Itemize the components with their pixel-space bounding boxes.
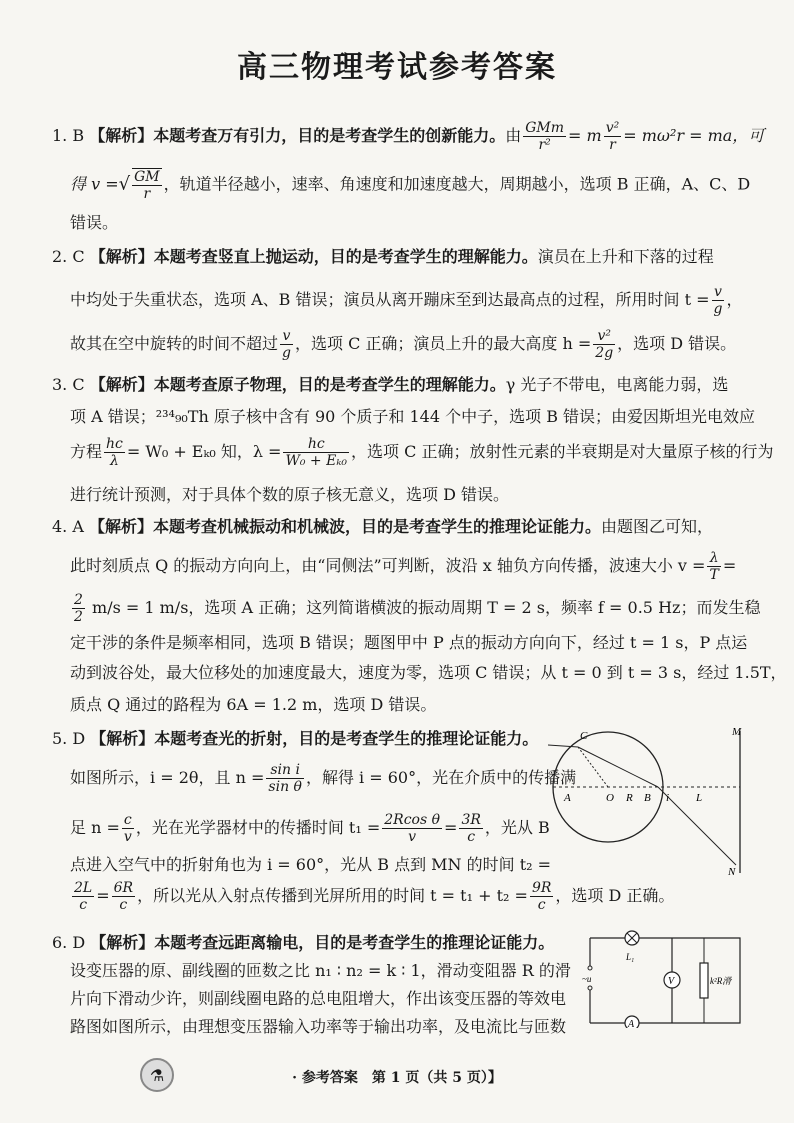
q2-l1b: 演员在上升和下落的过程 (537, 247, 714, 266)
q4-heading: 【解析】本题考查机械振动和机械波，目的是考查学生的推理论证能力。 (89, 517, 602, 536)
q1-sqrt-frac: $\frac{GM}{r}$ (134, 169, 160, 202)
q5-label-i: i (666, 792, 670, 804)
q3-frac2: $\frac{hc}{\text{W₀ + Eₖ₀}}$ (285, 436, 348, 469)
q4-frac2: $\frac{2}{2}$ (74, 592, 83, 625)
q3-l3c: ，选项 C 正确；放射性元素的半衰期是对大量原子核的行为 (351, 442, 774, 461)
q2-l3b: ，选项 C 正确；演员上升的最大高度 h = (294, 334, 592, 353)
q6-line4: 路图如图所示，由理想变压器输入功率等于输出功率，及电流比与匝数 (70, 1017, 567, 1036)
q1-text: 由 (505, 126, 522, 145)
q6-heading: 【解析】本题考查远距离输电，目的是考查学生的推理论证能力。 (90, 933, 555, 952)
q2-l2end: ， (726, 290, 743, 309)
q2-l3c: ，选项 D 错误。 (617, 334, 737, 353)
q5-l5c: ，选项 D 正确。 (555, 886, 675, 905)
publisher-logo-icon: ⚗ (140, 1058, 174, 1092)
q4-line6: 质点 Q 通过的路程为 6A = 1.2 m，选项 D 错误。 (70, 695, 437, 714)
q6-line2: 设变压器的原、副线圈的匝数之比 n₁ ∶ n₂ = k ∶ 1，滑动变阻器 R 的滑 (70, 961, 571, 980)
q1-l2b: ，轨道半径越小，速率、角速度和加速度越大，周期越小，选项 B 正确，A、C、D (163, 174, 751, 194)
q5-optics-diagram (548, 725, 754, 875)
q5-line2 (70, 762, 576, 795)
q5-frac2: $\frac{c}{v}$ (123, 812, 132, 845)
q5-line5 (70, 880, 674, 913)
q1-heading: 【解析】本题考查万有引力，目的是考查学生的创新能力。 (89, 126, 506, 145)
q4-line1 (52, 514, 713, 537)
q4-l2end: = (722, 556, 737, 575)
q5-l2a: 如图所示，i = 2θ，且 n = (70, 768, 265, 787)
q6-lamp-label: L₁ (626, 952, 635, 962)
q5-label-a: A (564, 792, 571, 804)
q5-label-c: C (580, 730, 588, 742)
q6-voltmeter-label: V (668, 976, 675, 987)
q5-frac4: $\frac{3R}{c}$ (461, 812, 481, 845)
q4-line4: 定干涉的条件是频率相同，选项 B 错误；题图甲中 P 点的振动方向向下，经过 t = 1 s，P 点运 (70, 633, 748, 652)
q6-resistor-label: k²R滑 (710, 976, 732, 986)
q3-frac1: $\frac{hc}{\lambda}$ (106, 436, 123, 469)
q3-line4: 进行统计预测，对于具体个数的原子核无意义，选项 D 错误。 (70, 485, 510, 504)
q1-line1 (52, 120, 764, 153)
q5-refracted-ray (578, 747, 658, 787)
page-title: 高三物理考试参考答案 (237, 50, 557, 85)
q1-line2: 得 v =√ $\frac{GM}{r}$ ，轨道半径越小，速率、角速度和加速度越大，周期越小，选项 B 正确，A、C、D (70, 169, 751, 202)
q6-number: 6. D (52, 933, 86, 952)
q2-heading: 【解析】本题考查竖直上抛运动，目的是考查学生的理解能力。 (89, 247, 538, 266)
page-footer: · 参考答案 第 1 页（共 5 页）】 (292, 1070, 502, 1086)
q4-l3: m/s = 1 m/s，选项 A 正确；这列简谐横波的振动周期 T = 2 s，频率 f = 0.5 Hz；而发生稳 (92, 598, 761, 617)
q5-line4: 点进入空气中的折射角也为 i = 60°，光从 B 点到 MN 的时间 t₂ = (70, 855, 552, 874)
q3-line2: 项 A 错误；²³⁴₉₀Th 原子核中含有 90 个质子和 144 个中子，选项 B 错误；由爱因斯坦光电效应 (70, 407, 756, 426)
q5-l2b: ，解得 i = 60°，光在介质中的传播满 (305, 768, 577, 787)
q4-l1b: 由题图乙可知， (601, 517, 714, 536)
q6-line1 (52, 930, 554, 953)
q5-l3d: ，光从 B (484, 818, 550, 837)
q2-line1 (52, 244, 714, 267)
q2-frac3: $\frac{\text{v²}}{2g}$ (595, 328, 614, 361)
q5-label-r: R (626, 792, 633, 804)
q5-heading: 【解析】本题考查光的折射，目的是考查学生的推理论证能力。 (90, 729, 539, 748)
q5-frac6: $\frac{6R}{c}$ (113, 880, 134, 913)
q5-l5a: = (96, 886, 110, 905)
q6-circuit-diagram (580, 928, 750, 1028)
q3-l3b: = W₀ + Eₖ₀ 知，λ = (126, 442, 282, 461)
q5-label-m: M (732, 726, 742, 738)
q5-l5b: ，所以光从入射点传播到光屏所用的时间 t = t₁ + t₂ = (137, 886, 528, 905)
q1-eq2: = mω²r = ma，可 (623, 126, 765, 145)
q3-number: 3. C (52, 375, 85, 394)
q4-number: 4. A (52, 517, 84, 536)
q5-frac7: $\frac{9R}{c}$ (531, 880, 552, 913)
q5-line3 (70, 812, 550, 845)
q4-line5: 动到波谷处，最大位移处的加速度最大，速度为零，选项 C 错误；从 t = 0 到 t = 3 s，经过 1.5T， (70, 663, 787, 682)
q5-l3a: 足 n = (70, 818, 120, 837)
q5-line1 (52, 726, 538, 749)
q3-line1 (52, 372, 728, 395)
q3-l1b: γ 光子不带电，电离能力弱，选 (505, 375, 729, 394)
q1-number: 1. B (52, 126, 85, 145)
q5-number: 5. D (52, 729, 86, 748)
q5-incident-ray (548, 745, 578, 747)
q5-label-o: O (606, 792, 614, 804)
q2-frac2: $\frac{v}{g}$ (282, 328, 291, 361)
q5-frac1: $\frac{\text{sin i}}{\text{sin θ}}$ (268, 762, 302, 795)
q3-l3a: 方程 (70, 442, 103, 461)
q1-eq1: = m (568, 126, 602, 145)
q1-frac1: $\frac{\text{GMm}}{\text{r²}}$ (525, 120, 565, 153)
q3-line3 (70, 436, 773, 469)
q3-heading: 【解析】本题考查原子物理，目的是考查学生的理解能力。 (89, 375, 506, 394)
q2-frac1: $\frac{v}{g}$ (713, 284, 723, 317)
q2-line2 (70, 284, 742, 317)
q6-line3: 片向下滑动少许，则副线圈电路的总电阻增大，作出该变压器的等效电 (70, 989, 567, 1008)
q5-radius-line (578, 747, 608, 787)
q1-l2a: 得 v = (70, 174, 119, 194)
q2-number: 2. C (52, 247, 85, 266)
q5-label-l: L (696, 792, 703, 804)
q1-frac2: $\frac{\text{v²}}{r}$ (605, 120, 620, 153)
q5-frac5: $\frac{2L}{c}$ (74, 880, 93, 913)
q2-l2: 中均处于失重状态，选项 A、B 错误；演员从离开蹦床至到达最高点的过程，所用时间 t = (70, 290, 710, 309)
q1-line3: 错误。 (70, 213, 119, 232)
q6-resistor-icon (700, 963, 708, 998)
q5-l3b: ，光在光学器材中的传播时间 t₁ = (135, 818, 381, 837)
q4-frac1: $\frac{\lambda}{T}$ (709, 550, 719, 583)
q6-ammeter-label: A (628, 1019, 635, 1028)
q5-label-n: N (728, 866, 736, 875)
q5-frac3: $\frac{\text{2Rcos θ}}{v}$ (384, 812, 441, 845)
q4-line3 (70, 592, 760, 625)
q2-line3 (70, 328, 736, 361)
q5-l3c: = (444, 818, 458, 837)
q4-line2 (70, 550, 736, 583)
q2-l3a: 故其在空中旋转的时间不超过 (70, 334, 279, 353)
q4-l2: 此时刻质点 Q 的振动方向向上，由“同侧法”可判断，波沿 x 轴负方向传播，波速大小 v = (70, 556, 706, 575)
q6-source-label: ~u (582, 974, 592, 984)
q5-label-b: B (644, 792, 651, 804)
